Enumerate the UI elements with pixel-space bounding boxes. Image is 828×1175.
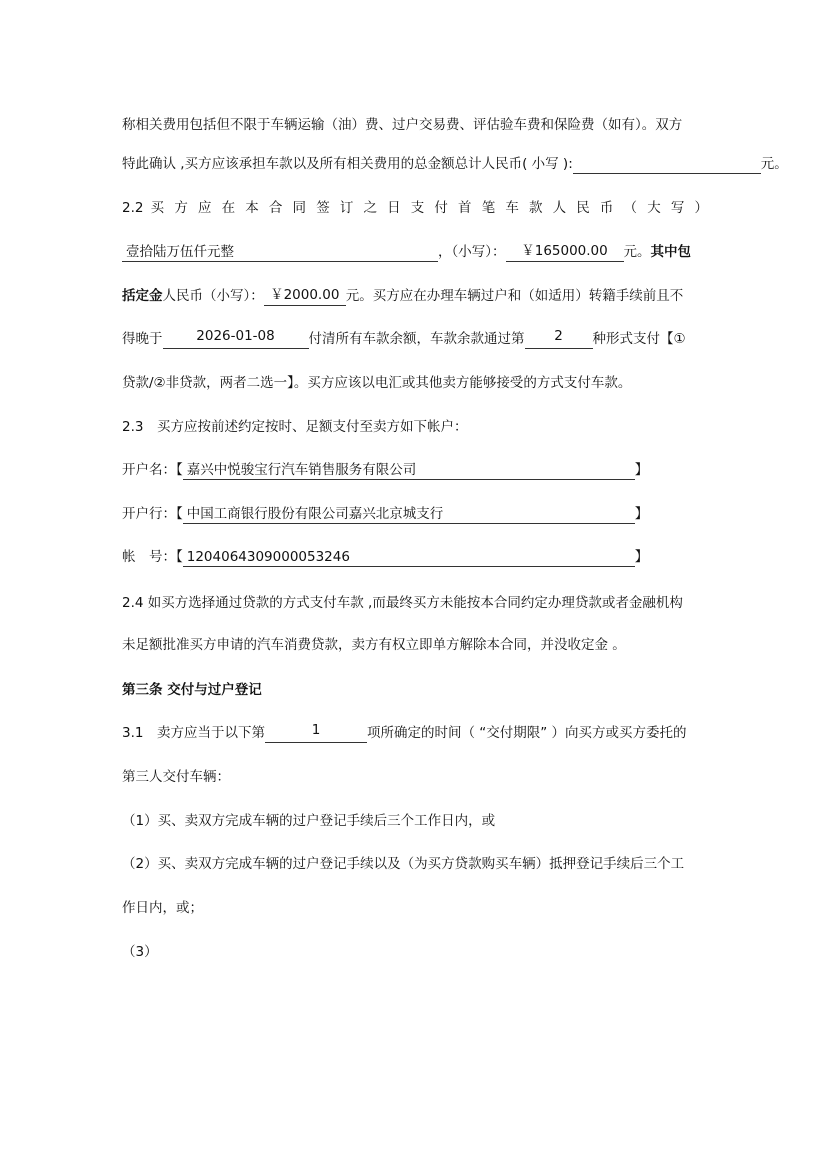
paragraph-line: 称相关费用包括但不限于车辆运输（油）费、过户交易费、评估验车费和保险费（如有）。双方: [122, 117, 683, 133]
paragraph-line: [122, 723, 687, 743]
bracket: 】: [634, 506, 649, 522]
text: 元。: [760, 156, 788, 172]
text: 元。买方应在办理车辆过户和（如适用）转籍手续前且不: [345, 288, 684, 304]
text: 元。: [623, 244, 651, 260]
text: 种形式支付【①: [592, 331, 686, 347]
payment-deadline-field[interactable]: 2026-01-08: [163, 330, 309, 349]
paragraph-line: [122, 242, 691, 262]
total-amount-field[interactable]: [573, 155, 761, 174]
text: ，（小写）：: [438, 244, 506, 260]
bank-row: [122, 504, 648, 524]
paragraph-line: （3）: [122, 944, 158, 960]
paragraph-line: 2.3 买方应按前述约定按时、足额支付至卖方如下帐户：: [122, 419, 468, 435]
paragraph-line: [122, 286, 683, 306]
bold-text: 括定金: [122, 288, 163, 304]
paragraph-line: [122, 154, 788, 174]
bank-field[interactable]: 中国工商银行股份有限公司嘉兴北京城支行: [183, 506, 635, 524]
text: 付清所有车款余额，车款余款通过第: [308, 331, 525, 347]
delivery-option-field[interactable]: 1: [265, 724, 367, 743]
account-number-row: [122, 547, 648, 567]
paragraph-line: 第三人交付车辆：: [122, 769, 230, 785]
clause-2-2-heading: 2.2 买 方 应 在 本 合 同 签 订 之 日 支 付 首 笔 车 款 人 民 币 （ 大 写 ）: [122, 200, 708, 216]
text: 得晚于: [122, 331, 163, 347]
first-payment-uppercase-field[interactable]: 壹拾陆万伍仟元整: [122, 244, 438, 262]
account-name-field[interactable]: 嘉兴中悦骏宝行汽车销售服务有限公司: [183, 462, 635, 480]
first-payment-amount-field[interactable]: ￥165000.00: [506, 243, 624, 262]
text: 人民币（小写）：: [162, 288, 264, 304]
bold-text: 其中包: [650, 244, 691, 260]
text: 3.1 卖方应当于以下第: [122, 725, 265, 741]
paragraph-line: 作日内，或；: [122, 900, 203, 916]
bracket: 】: [634, 549, 649, 565]
bracket: 】: [634, 462, 649, 478]
account-name-row: [122, 460, 648, 480]
label: 开户名：【: [122, 462, 183, 478]
text: 项所确定的时间（ “交付期限” ）向买方或买方委托的: [366, 725, 687, 741]
paragraph-line: （1）买、卖双方完成车辆的过户登记手续后三个工作日内，或: [122, 813, 496, 829]
text: 特此确认 ,买方应该承担车款以及所有相关费用的总金额总计人民币( 小写 ):: [122, 156, 573, 172]
paragraph-line: [122, 329, 686, 349]
paragraph-line: 2.4 如买方选择通过贷款的方式支付车款 ,而最终买方未能按本合同约定办理贷款或者金融机构: [122, 595, 683, 611]
payment-method-field[interactable]: 2: [525, 330, 593, 349]
paragraph-line: 贷款/②非贷款，两者二选一】。买方应该以电汇或其他卖方能够接受的方式支付车款。: [122, 375, 632, 391]
label: 开户行：【: [122, 506, 183, 522]
article-3-heading: 第三条 交付与过户登记: [122, 682, 262, 698]
account-number-field[interactable]: 1204064309000053246: [183, 549, 635, 567]
label: 帐 号：【: [122, 549, 183, 565]
paragraph-line: （2）买、卖双方完成车辆的过户登记手续以及（为买方贷款购买车辆）抵押登记手续后三个工: [122, 856, 685, 872]
paragraph-line: 未足额批准买方申请的汽车消费贷款，卖方有权立即单方解除本合同，并没收定金 。: [122, 637, 626, 653]
deposit-amount-field[interactable]: ￥2000.00: [264, 287, 346, 306]
